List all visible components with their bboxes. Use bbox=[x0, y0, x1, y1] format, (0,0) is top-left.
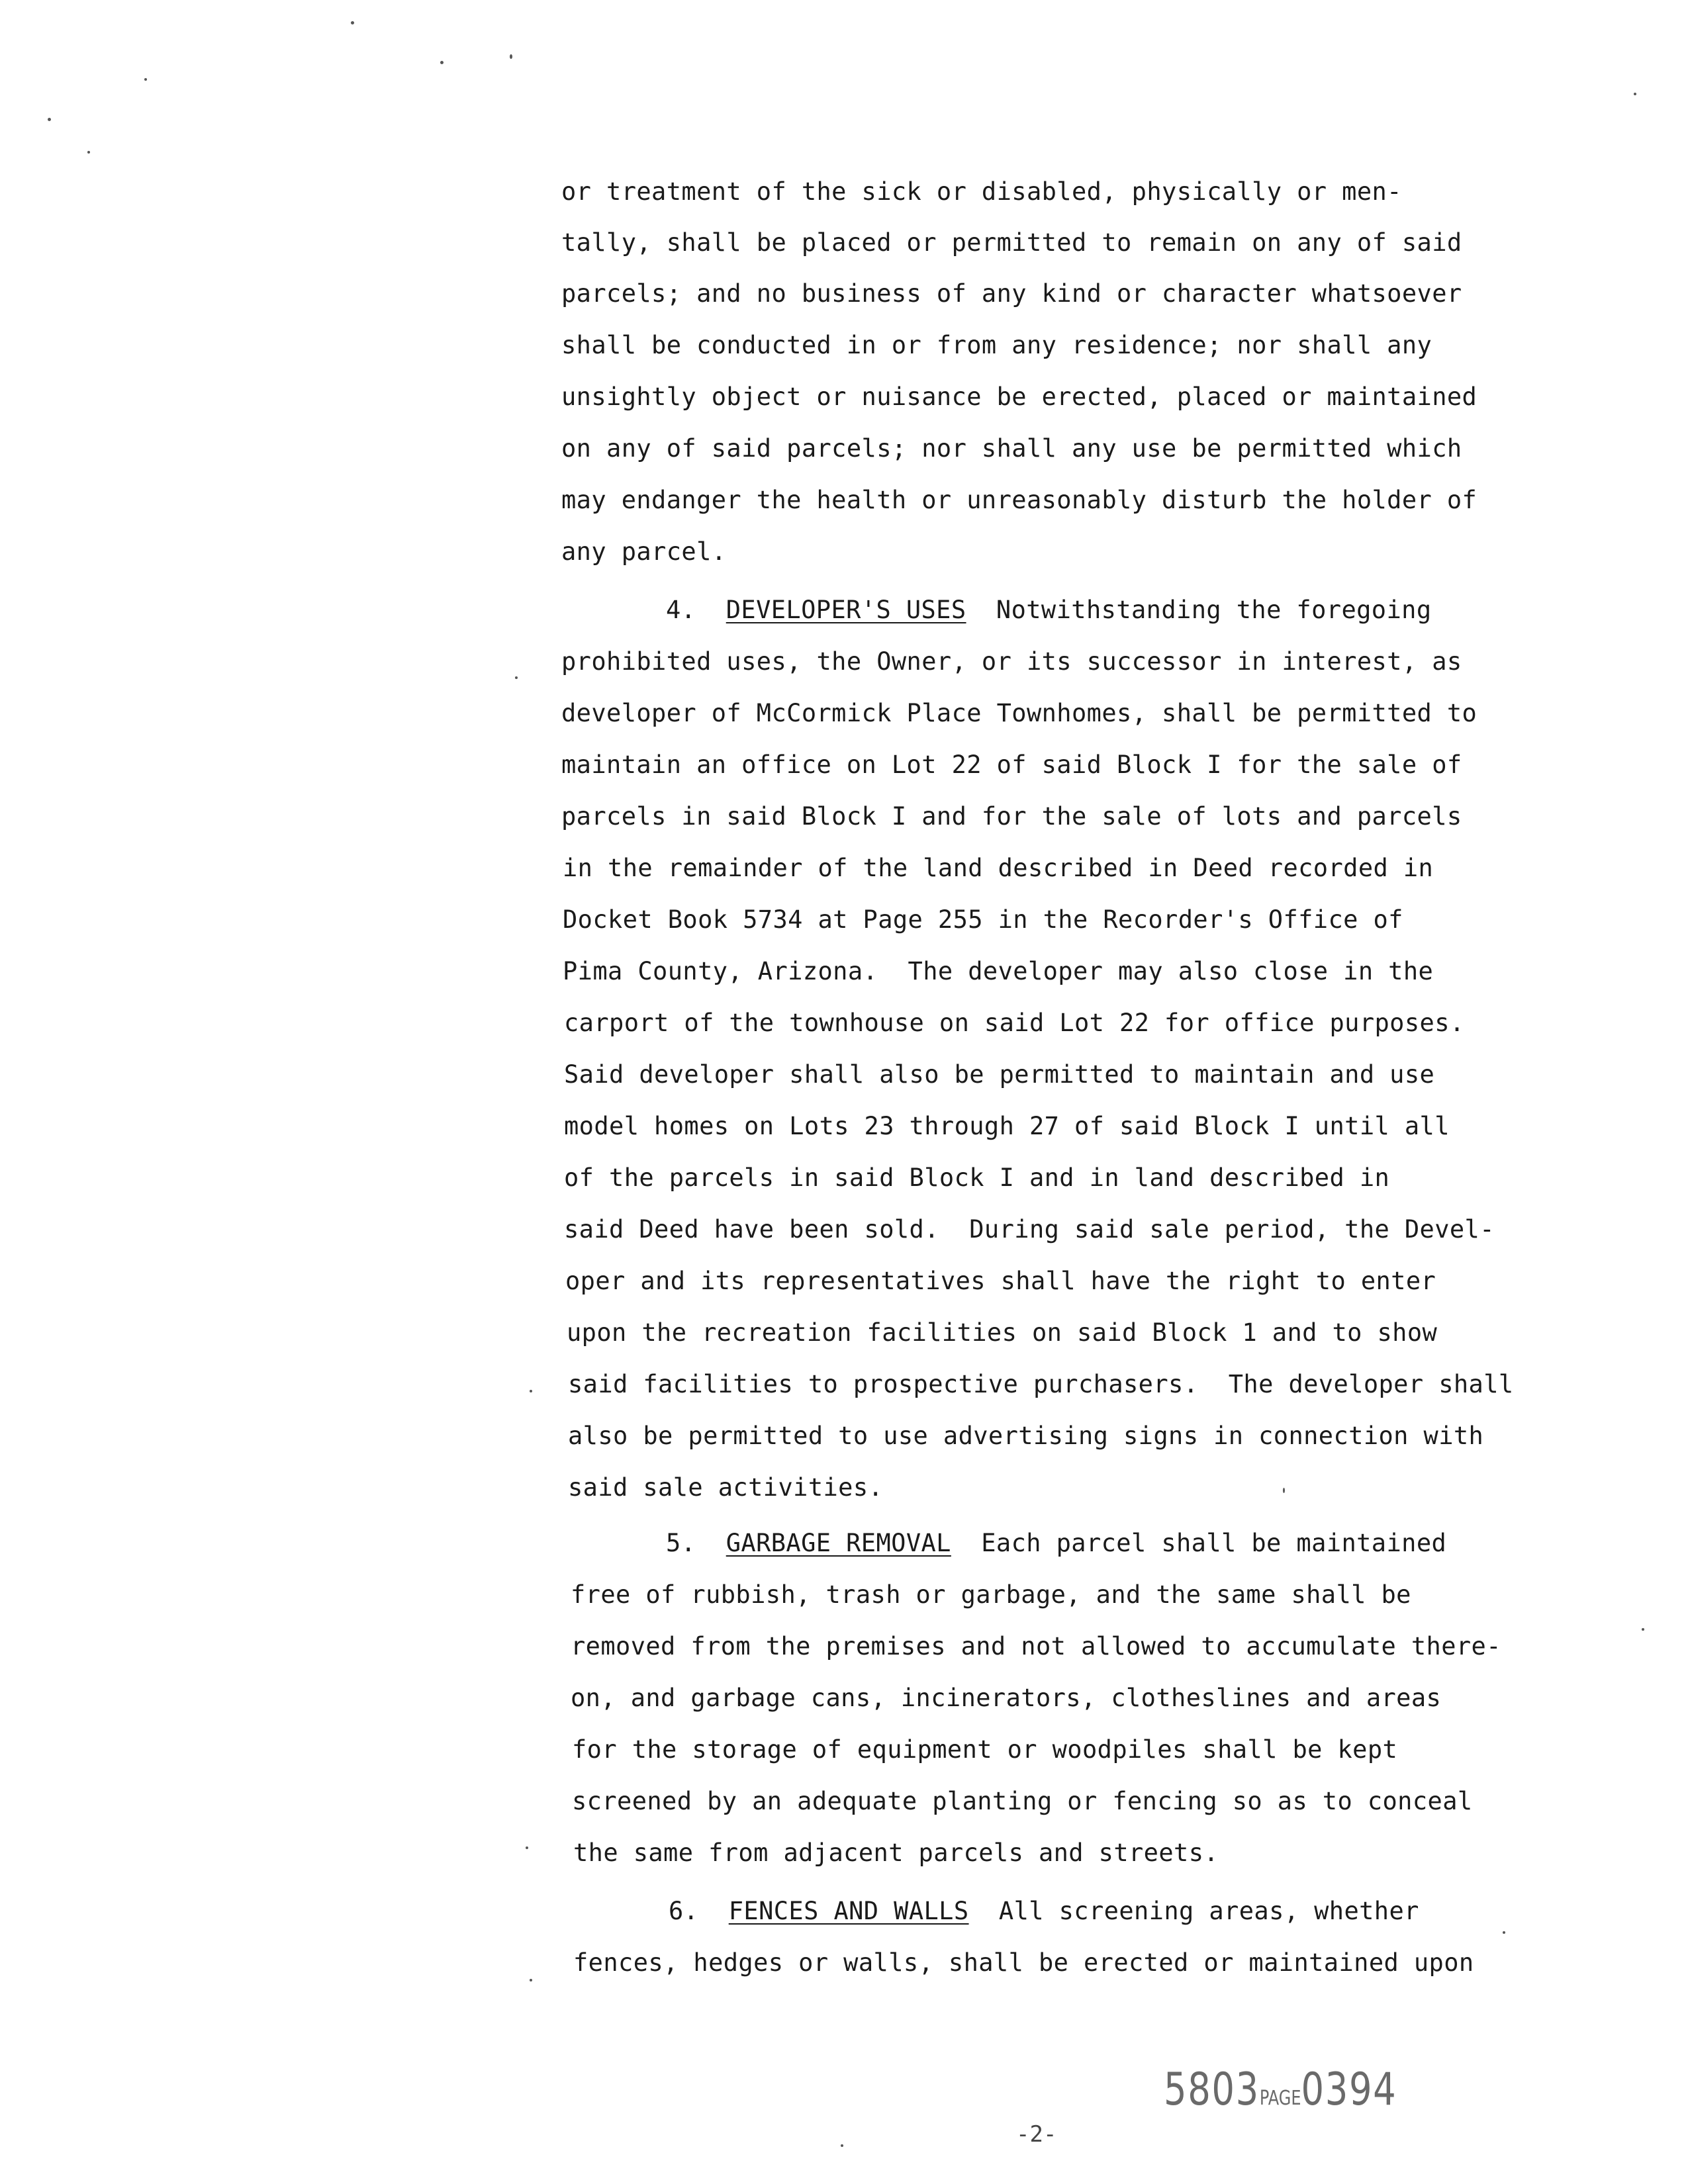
text-line: upon the recreation facilities on said Block 1 and to show bbox=[567, 1318, 1438, 1347]
text-line: fences, hedges or walls, shall be erected or maintained upon bbox=[573, 1948, 1474, 1977]
text-line: unsightly object or nuisance be erected, placed or maintained bbox=[561, 383, 1477, 411]
text-line: carport of the townhouse on said Lot 22 for office purposes. bbox=[564, 1009, 1465, 1037]
text-line: Said developer shall also be permitted to maintain and use bbox=[564, 1060, 1435, 1089]
scan-speck bbox=[1283, 1488, 1285, 1493]
text-line: said Deed have been sold. During said sale period, the Devel- bbox=[564, 1215, 1495, 1244]
section-6-number: 6. bbox=[669, 1897, 699, 1925]
text-line: any parcel. bbox=[561, 537, 727, 566]
scan-speck bbox=[1634, 93, 1636, 95]
text-line: Docket Book 5734 at Page 255 in the Recorder's Office of bbox=[563, 905, 1403, 934]
docket-page: 0394 bbox=[1301, 2064, 1397, 2116]
scan-speck bbox=[87, 151, 90, 154]
section-6-heading: FENCES AND WALLS bbox=[728, 1897, 969, 1925]
text-line: of the parcels in said Block I and in land described in bbox=[564, 1163, 1390, 1192]
text-line: tally, shall be placed or permitted to remain on any of said bbox=[561, 228, 1462, 257]
text-line: removed from the premises and not allowed to accumulate there- bbox=[571, 1632, 1501, 1661]
scan-speck bbox=[144, 78, 147, 81]
docket-stamp bbox=[1164, 2064, 1397, 2125]
text-line: on any of said parcels; nor shall any use be permitted which bbox=[561, 434, 1462, 463]
text-line: model homes on Lots 23 through 27 of said Block I until all bbox=[564, 1112, 1450, 1140]
text-line: in the remainder of the land described in Deed recorded in bbox=[563, 854, 1434, 882]
text-line: said sale activities. bbox=[568, 1473, 884, 1502]
scan-speck bbox=[526, 1846, 528, 1849]
text-line: on, and garbage cans, incinerators, clotheslines and areas bbox=[571, 1684, 1442, 1712]
section-6-lead-text: All screening areas, whether bbox=[998, 1897, 1419, 1925]
text-line: screened by an adequate planting or fencing so as to conceal bbox=[572, 1787, 1473, 1815]
scan-speck bbox=[530, 1390, 532, 1392]
section-4-first-line bbox=[666, 596, 1432, 625]
scan-speck bbox=[1642, 1628, 1644, 1631]
text-line: for the storage of equipment or woodpiles shall be kept bbox=[572, 1735, 1398, 1764]
section-5-first-line bbox=[666, 1529, 1446, 1558]
text-line: the same from adjacent parcels and streets. bbox=[573, 1839, 1219, 1867]
text-line: free of rubbish, trash or garbage, and the same shall be bbox=[571, 1580, 1411, 1609]
scan-speck bbox=[48, 118, 51, 121]
text-line: or treatment of the sick or disabled, physically or men- bbox=[561, 177, 1402, 206]
text-line: maintain an office on Lot 22 of said Block I for the sale of bbox=[561, 751, 1462, 779]
docket-book: 5803 bbox=[1164, 2064, 1260, 2116]
text-line: parcels in said Block I and for the sale of lots and parcels bbox=[561, 802, 1462, 831]
text-line: shall be conducted in or from any residence; nor shall any bbox=[561, 331, 1432, 359]
text-line: prohibited uses, the Owner, or its successor in interest, as bbox=[561, 647, 1462, 676]
scan-speck bbox=[1503, 1931, 1505, 1934]
text-line: said facilities to prospective purchasers. The developer shall bbox=[568, 1370, 1514, 1398]
scan-speck bbox=[515, 676, 518, 679]
scan-speck bbox=[510, 54, 512, 59]
page-number: -2- bbox=[1016, 2121, 1057, 2148]
text-line: also be permitted to use advertising signs in connection with bbox=[568, 1422, 1484, 1450]
scan-speck bbox=[351, 21, 354, 24]
text-line: Pima County, Arizona. The developer may also close in the bbox=[563, 957, 1434, 985]
section-4-heading: DEVELOPER'S USES bbox=[726, 596, 966, 624]
section-4-lead-text: Notwithstanding the foregoing bbox=[996, 596, 1432, 624]
text-line: parcels; and no business of any kind or character whatsoever bbox=[561, 279, 1462, 308]
scan-speck bbox=[530, 1979, 532, 1981]
text-line: oper and its representatives shall have the right to enter bbox=[565, 1267, 1436, 1295]
section-4-number: 4. bbox=[666, 596, 696, 624]
docket-page-label: PAGE bbox=[1259, 2087, 1301, 2110]
section-5-lead-text: Each parcel shall be maintained bbox=[981, 1529, 1447, 1557]
text-line: may endanger the health or unreasonably disturb the holder of bbox=[561, 486, 1477, 514]
scan-speck bbox=[440, 61, 444, 64]
section-5-heading: GARBAGE REMOVAL bbox=[726, 1529, 951, 1557]
scan-speck bbox=[841, 2144, 843, 2147]
text-line: developer of McCormick Place Townhomes, shall be permitted to bbox=[561, 699, 1477, 727]
section-5-number: 5. bbox=[666, 1529, 696, 1557]
section-6-first-line bbox=[669, 1897, 1419, 1926]
